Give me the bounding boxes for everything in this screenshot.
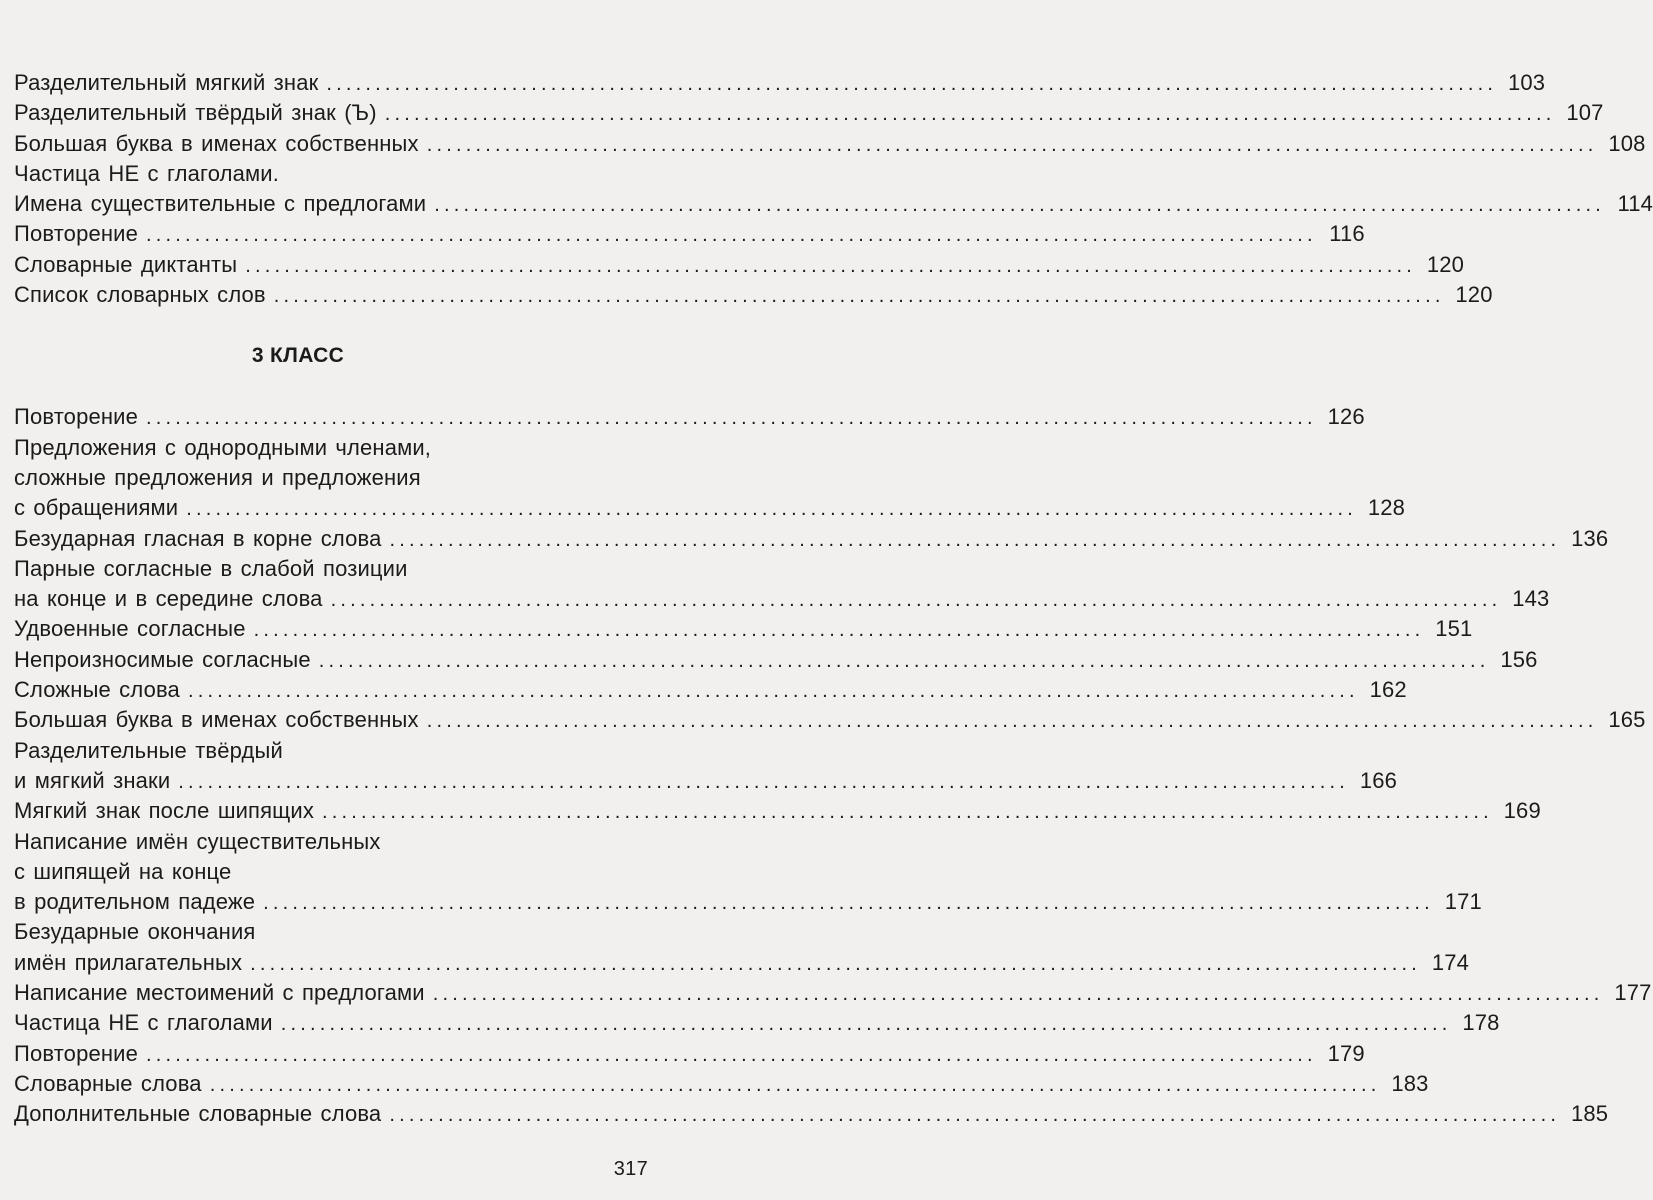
dot-leader: ........................................................................................................................	[326, 73, 1498, 95]
toc-entry-page: 183	[1391, 1070, 1429, 1096]
toc-entry	[14, 857, 602, 887]
toc-entry-page: 179	[1327, 1040, 1365, 1066]
toc-entry-page: 156	[1500, 646, 1538, 672]
toc-entry	[14, 796, 1541, 826]
toc-entry-title: Непроизносимые согласные	[14, 646, 311, 672]
toc-entry-title: Словарные слова	[14, 1070, 202, 1096]
dot-leader: ........................................................................................................................	[186, 498, 1358, 521]
toc-entry-page: 166	[1359, 767, 1398, 793]
toc-entry-title: Частица НЕ с глаголами.	[14, 160, 279, 186]
dot-leader: ........................................................................................................................	[145, 407, 1317, 430]
toc-entry-title: с обращениями	[14, 495, 179, 521]
toc-entry	[14, 129, 1646, 159]
toc-entry	[14, 978, 1652, 1008]
toc-section-grade2	[14, 68, 1653, 310]
toc-entry-title: с шипящей на конце	[14, 858, 232, 884]
toc-entry-page: 128	[1367, 495, 1406, 521]
dot-leader: ........................................................................................................................	[318, 649, 1490, 672]
toc-section-grade3	[14, 402, 1652, 1129]
toc-entry-page: 162	[1369, 677, 1407, 703]
toc-entry-title: Разделительные твёрдый	[14, 737, 283, 763]
toc-entry	[14, 433, 602, 463]
toc-entry-page: 169	[1503, 798, 1541, 824]
toc-entry-title: на конце и в середине слова	[14, 586, 323, 612]
toc-entry	[14, 827, 602, 857]
toc-entry	[14, 887, 1482, 917]
toc-entry	[14, 614, 1473, 644]
toc-entry-page: 120	[1455, 282, 1493, 308]
toc-entry-title: Словарные диктанты	[14, 251, 238, 277]
toc-entry-page: 126	[1327, 404, 1365, 430]
toc-entry-page: 174	[1431, 949, 1469, 975]
toc-entry	[14, 524, 1609, 554]
section-heading: 3 КЛАСС	[251, 344, 345, 368]
toc-entry-title: Написание имён существительных	[14, 828, 381, 854]
dot-leader: ........................................................................................................................	[178, 770, 1350, 793]
toc-entry	[14, 1039, 1365, 1069]
toc-entry	[14, 645, 1538, 675]
toc-entry	[14, 948, 1469, 978]
toc-entry-page: 178	[1462, 1010, 1500, 1036]
toc-entry	[14, 219, 1365, 249]
toc-entry-title: Большая буква в именах собственных	[14, 130, 419, 156]
toc-entry	[14, 159, 602, 189]
toc-entry-page: 151	[1435, 616, 1473, 642]
toc-entry	[14, 736, 602, 766]
toc-entry-title: Удвоенные согласные	[14, 616, 246, 642]
toc-entry-title: Разделительный мягкий знак	[14, 70, 319, 95]
dot-leader: ........................................................................................................................	[253, 619, 1425, 642]
toc-entry	[14, 98, 1604, 128]
dot-leader: ........................................................................................................................	[280, 1013, 1452, 1036]
toc-entry	[14, 1069, 1429, 1099]
toc-entry-title: Имена существительные с предлогами	[14, 191, 427, 217]
toc-entry-title: сложные предложения и предложения	[14, 464, 421, 490]
toc-entry-page: 116	[1329, 221, 1365, 247]
dot-leader: ........................................................................................................................	[145, 224, 1317, 247]
dot-leader: ........................................................................................................................	[145, 1043, 1317, 1066]
toc-entry-title: Предложения с однородными членами,	[14, 434, 432, 460]
toc-entry-title: Разделительный твёрдый знак (Ъ)	[14, 100, 377, 126]
toc-entry	[14, 705, 1646, 735]
toc-entry-page: 165	[1608, 707, 1646, 733]
toc-entry	[14, 766, 1398, 796]
table-of-contents	[14, 68, 1653, 1130]
toc-entry-page: 185	[1570, 1101, 1609, 1127]
toc-entry-page: 143	[1512, 586, 1550, 612]
dot-leader: ........................................................................................................................	[273, 285, 1445, 308]
toc-entry-page: 136	[1571, 525, 1609, 551]
dot-leader: ........................................................................................................................	[209, 1073, 1381, 1096]
toc-entry	[14, 493, 1406, 523]
toc-entry	[14, 68, 1546, 98]
toc-entry-page: 114	[1617, 191, 1653, 217]
toc-entry-title: Большая буква в именах собственных	[14, 707, 419, 733]
dot-leader: ........................................................................................................................	[250, 952, 1421, 975]
toc-entry	[14, 554, 602, 584]
toc-entry	[14, 675, 1407, 705]
page-number: 317	[613, 1158, 648, 1180]
toc-entry-page: 103	[1508, 70, 1546, 95]
toc-entry	[14, 189, 1653, 219]
dot-leader: ........................................................................................................................	[389, 528, 1561, 551]
toc-entry-title: Список словарных слов	[14, 282, 266, 308]
dot-leader: ........................................................................................................................	[434, 194, 1606, 217]
toc-entry-title: Частица НЕ с глаголами	[14, 1010, 273, 1036]
dot-leader: ........................................................................................................................	[432, 983, 1604, 1006]
toc-entry	[14, 917, 602, 947]
toc-entry-title: Мягкий знак после шипящих	[14, 798, 315, 824]
toc-entry-title: Повторение	[14, 1040, 138, 1066]
toc-entry	[14, 280, 1493, 310]
toc-entry	[14, 584, 1550, 614]
dot-leader: ........................................................................................................................	[263, 892, 1434, 915]
toc-entry-page: 171	[1444, 889, 1482, 915]
toc-entry-title: Безударные окончания	[14, 919, 256, 945]
dot-leader: ........................................................................................................................	[426, 710, 1598, 733]
toc-entry	[14, 250, 1465, 280]
toc-entry	[14, 402, 1365, 432]
toc-entry-title: Повторение	[14, 404, 138, 430]
toc-entry-page: 177	[1614, 980, 1652, 1006]
toc-entry-title: имён прилагательных	[14, 949, 243, 975]
toc-entry-title: в родительном падеже	[14, 889, 256, 915]
dot-leader: ........................................................................................................................	[322, 801, 1493, 824]
toc-entry-title: Дополнительные словарные слова	[14, 1101, 382, 1127]
toc-entry-page: 107	[1566, 100, 1604, 126]
toc-entry	[14, 1008, 1500, 1038]
dot-leader: ........................................................................................................................	[426, 133, 1598, 156]
toc-entry	[14, 463, 602, 493]
toc-entry-title: и мягкий знаки	[14, 767, 171, 793]
toc-entry-page: 120	[1426, 251, 1465, 277]
dot-leader: ........................................................................................................................	[330, 589, 1502, 612]
toc-entry-title: Парные согласные в слабой позиции	[14, 555, 408, 581]
dot-leader: ........................................................................................................................	[187, 680, 1359, 703]
toc-entry	[14, 1099, 1609, 1129]
dot-leader: ........................................................................................................................	[384, 103, 1556, 126]
toc-entry-title: Написание местоимений с предлогами	[14, 980, 425, 1006]
toc-entry-title: Безударная гласная в корне слова	[14, 525, 382, 551]
toc-entry-title: Повторение	[14, 221, 138, 247]
dot-leader: ........................................................................................................................	[389, 1104, 1561, 1127]
dot-leader: ........................................................................................................................	[245, 254, 1417, 277]
toc-entry-page: 108	[1608, 130, 1646, 156]
toc-entry-title: Сложные слова	[14, 677, 180, 703]
